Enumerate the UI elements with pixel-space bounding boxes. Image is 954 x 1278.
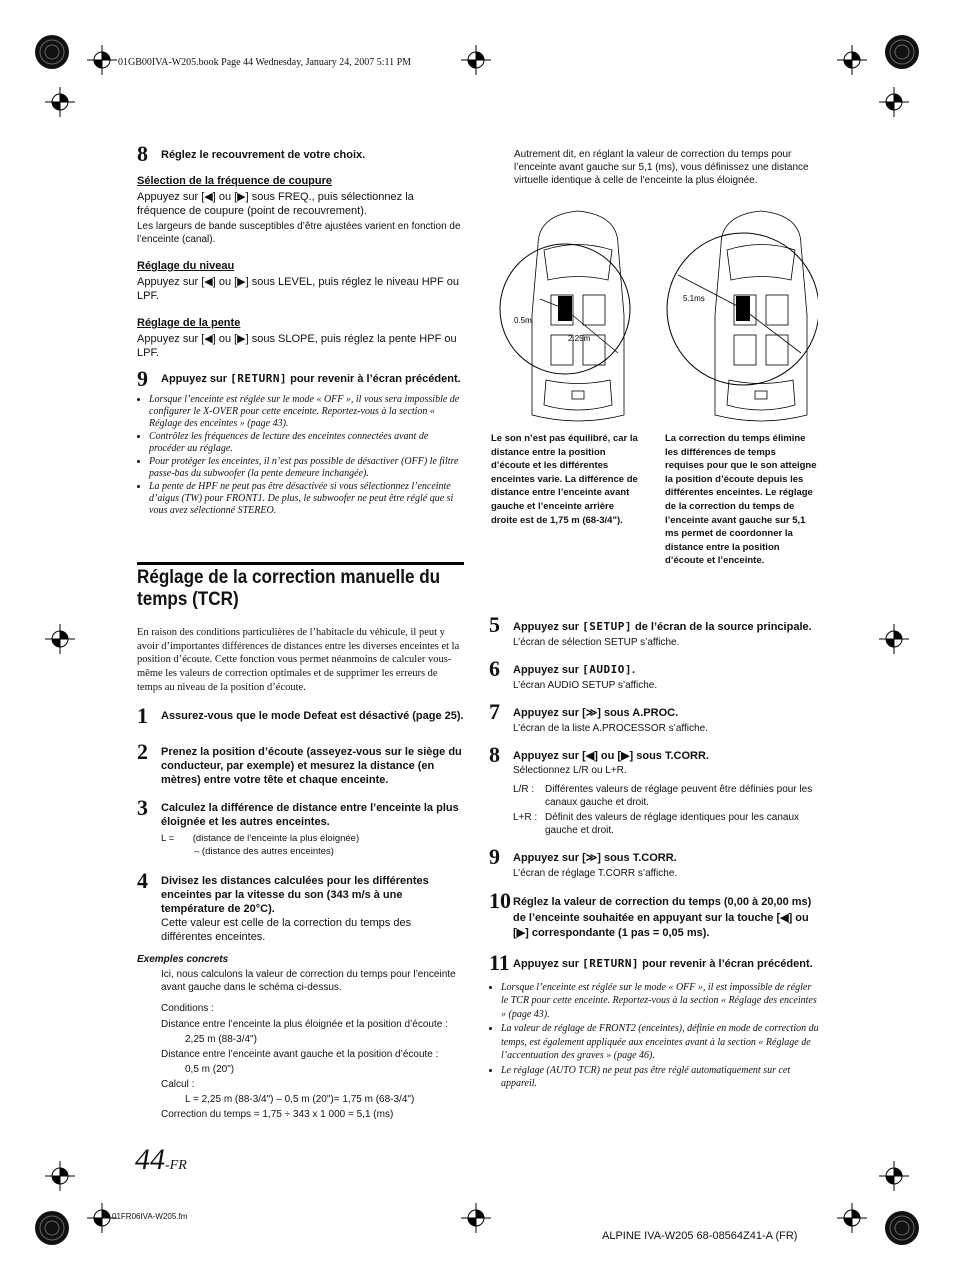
step-text: Appuyez sur [◀] ou [▶] sous T.CORR. xyxy=(513,750,709,762)
forward-icon: ≫ xyxy=(585,852,598,864)
subsection-title: Réglage du niveau xyxy=(137,260,235,272)
step-number: 2 xyxy=(137,738,148,764)
step-result: L’écran de sélection SETUP s’affiche. xyxy=(513,637,680,648)
note-item: • Contrôlez les fréquences de lecture des enceintes connectées avant de procéder au réglage. xyxy=(149,431,465,455)
note-item: • Pour protéger les enceintes, il n’est pas possible de désactiver (OFF) le filtre passe-bas du subwoofer (la pente demeure inchangée). xyxy=(149,456,465,480)
step-text: Appuyez sur xyxy=(513,621,583,633)
forward-icon: ≫ xyxy=(585,707,598,719)
step-text: Appuyez sur [ xyxy=(513,852,586,864)
audio-button-label: [AUDIO] xyxy=(582,663,632,676)
paragraph: Correction du temps = 1,75 ÷ 343 x 1 000 = 5,1 (ms) xyxy=(161,1108,394,1120)
step-text: Assurez-vous que le mode Defeat est désactivé (page 25). xyxy=(161,709,464,722)
note-item: • Lorsque l’enceinte est réglée sur le mode « OFF », il vous sera impossible de configurer le X-OVER pour cette enceinte. Reportez-vous à la section « Réglage des enceintes » (page 43). xyxy=(149,394,465,430)
listener-seat xyxy=(736,296,750,321)
step-text: Réglez la valeur de correction du temps (0,00 à 20,00 ms) de l’enceinte souhaitée en appuyant sur la touche [◀] ou [▶] correspondante (1 pas = 0,05 ms). xyxy=(513,896,812,939)
notes-list xyxy=(137,394,465,517)
paragraph: Appuyez sur [◀] ou [▶] sous SLOPE, puis réglez la pente HPF ou LPF. xyxy=(137,333,457,359)
subsection-title: Sélection de la fréquence de coupure xyxy=(137,175,332,187)
step-number: 4 xyxy=(137,867,148,893)
step-result: L’écran de la liste A.PROCESSOR s’affiche. xyxy=(513,723,708,734)
section-title: Réglage de la correction manuelle du temps (TCR) xyxy=(137,567,441,610)
step-number: 8 xyxy=(489,742,500,767)
paragraph: Calcul : xyxy=(161,1078,195,1090)
paragraph: Appuyez sur [◀] ou [▶] sous FREQ., puis sélectionnez la fréquence de coupure (point de recouvrement). xyxy=(137,191,414,217)
step-number: 3 xyxy=(137,794,148,820)
paragraph: Cette valeur est celle de la correction du temps des différentes enceintes. xyxy=(161,916,412,943)
step-number: 10 xyxy=(489,888,511,913)
setup-button-label: [SETUP] xyxy=(582,620,632,633)
step-text: Prenez la position d’écoute (asseyez-vous sur le siège du conducteur, par exemple) et mesurez la distance (en mètres) entre votre tête et chaque enceinte. xyxy=(161,745,462,786)
step-text: ] sous T.CORR. xyxy=(597,852,677,864)
step-result: L’écran AUDIO SETUP s’affiche. xyxy=(513,680,658,691)
intro-paragraph: En raison des conditions particulières de l’habitacle du véhicule, il peut y avoir d’importantes différences de distances entre les diverses enceintes et la position d’écoute. Cette fonction vous permet néanmoins de calculer vous-même les valeurs de correction optimales et de supprimer les erreurs de temps au niveau de la position d’écoute. xyxy=(137,627,460,693)
step-number: 9 xyxy=(137,366,148,391)
step-number: 9 xyxy=(489,844,500,869)
notes-list xyxy=(489,981,819,1091)
option-key: L+R : xyxy=(513,812,538,823)
paragraph: Conditions : xyxy=(161,1002,214,1014)
step-text: . xyxy=(631,664,635,676)
note-item: • La pente de HPF ne peut pas être désactivée si vous sélectionnez l’enceinte d’aigus (TW) pour FRONT1. De plus, le subwoofer ne peut être réglé que si vous avez sélectionné STEREO. xyxy=(149,481,465,517)
examples-title: Exemples concrets xyxy=(137,953,229,965)
option-desc: Différentes valeurs de réglage peuvent être définies pour les canaux gauche et droit. xyxy=(545,784,813,808)
note-item: • Le réglage (AUTO TCR) ne peut pas être réglé automatiquement sur cet appareil. xyxy=(501,1064,819,1091)
step-text: Calculez la différence de distance entre l’enceinte la plus éloignée et les autres enceintes. xyxy=(161,801,459,828)
distance-label: 2.25m xyxy=(568,334,591,343)
step-text: pour revenir à l’écran précédent. xyxy=(639,957,813,970)
right-intro: Autrement dit, en réglant la valeur de correction du temps pour l’enceinte avant gauche sur 5,1 (ms), vous définissez une distance virtuelle identique à celle de l’enceinte la plus éloignée. xyxy=(514,149,809,186)
delay-label: 5.1ms xyxy=(683,294,705,303)
value-text: 2,25 m (88-3/4") xyxy=(185,1033,257,1045)
formula-label: L = xyxy=(161,832,175,844)
step-text: Appuyez sur xyxy=(513,957,583,970)
paragraph: Distance entre l’enceinte avant gauche et la position d’écoute : xyxy=(161,1048,439,1060)
file-header: 01GB00IVA-W205.book Page 44 Wednesday, January 24, 2007 5:11 PM xyxy=(118,57,412,68)
paragraph: Appuyez sur [◀] ou [▶] sous LEVEL, puis réglez le niveau HPF ou LPF. xyxy=(137,276,460,302)
paragraph: Ici, nous calculons la valeur de correction du temps pour l’enceinte avant gauche dans le schéma ci-dessus. xyxy=(161,968,456,993)
step-text: Réglez le recouvrement de votre choix. xyxy=(161,149,366,161)
step-text: ] sous A.PROC. xyxy=(597,707,679,719)
page-suffix: -FR xyxy=(165,1158,187,1173)
return-button-label: [RETURN] xyxy=(230,372,288,385)
step-number: 11 xyxy=(489,949,510,975)
footer-model: ALPINE IVA-W205 68-08564Z41-A (FR) xyxy=(602,1230,798,1242)
step-result: Sélectionnez L/R ou L+R. xyxy=(513,765,627,776)
caption-right: La correction du temps élimine les différences de temps requises pour que le son atteigne la position d’écoute depuis les différentes enceintes. Le réglage de la correction du temps de l’enceinte avant gauche sur 5,1 ms permet de coordonner la distance entre la position d’écoute et l’enceinte. xyxy=(665,433,817,567)
footer-file: 01FR06IVA-W205.fm xyxy=(112,1212,188,1221)
step-number: 6 xyxy=(489,656,500,681)
note-item: • Lorsque l’enceinte est réglée sur le mode « OFF », il est impossible de régler le TCR pour cette enceinte. Reportez-vous à la section « Réglage des enceintes » (page 43). xyxy=(501,981,819,1022)
step-result: L’écran de réglage T.CORR s’affiche. xyxy=(513,868,678,879)
speaker-diagram xyxy=(488,205,818,430)
step-text: pour revenir à l’écran précédent. xyxy=(287,373,461,385)
note-item: • La valeur de réglage de FRONT2 (enceintes), définie en mode de correction du temps, est également appliquée aux enceintes avant à la section « Réglage de l’accentuation des graves » (page 46). xyxy=(501,1022,819,1063)
return-button-label: [RETURN] xyxy=(582,956,640,970)
formula-text: (distance de l’enceinte la plus éloignée) xyxy=(192,832,360,844)
option-desc: Définit des valeurs de réglage identiques pour les canaux gauche et droit. xyxy=(545,812,800,836)
step-text: Divisez les distances calculées pour les différentes enceintes par la vitesse du son (343 m/s à une température de 20°C). xyxy=(161,874,429,915)
caption-left: Le son n’est pas équilibré, car la distance entre la position d’écoute et les différentes enceintes varie. La différence de distance entre l’enceinte avant gauche et l’enceinte arrière droite est de 1,75 m (68-3/4"). xyxy=(491,433,638,526)
value-text: 0,5 m (20") xyxy=(185,1063,235,1075)
step-text: Appuyez sur [ xyxy=(513,707,586,719)
car-left xyxy=(532,211,624,421)
step-text: de l’écran de la source principale. xyxy=(631,621,812,633)
step-text: Appuyez sur xyxy=(513,664,583,676)
formula-text: – (distance des autres enceintes) xyxy=(194,845,334,857)
paragraph: Les largeurs de bande susceptibles d’être ajustées varient en fonction de l’enceinte (canal). xyxy=(137,221,461,245)
left-column-lower xyxy=(137,626,465,1121)
distance-label: 0.5m xyxy=(514,316,532,325)
step-number: 8 xyxy=(137,141,148,166)
car-right xyxy=(715,211,807,421)
listener-seat xyxy=(558,296,572,321)
step-number: 1 xyxy=(137,702,148,728)
step-number: 7 xyxy=(489,699,500,724)
left-column xyxy=(137,143,465,518)
step-text: Appuyez sur xyxy=(161,373,231,385)
step-number: 5 xyxy=(489,612,500,637)
subsection-title: Réglage de la pente xyxy=(137,317,241,329)
page-number xyxy=(135,1143,187,1177)
paragraph: Distance entre l’enceinte la plus éloignée et la position d’écoute : xyxy=(161,1018,448,1030)
section-rule xyxy=(137,562,464,565)
option-key: L/R : xyxy=(513,784,535,795)
page-number-value: 44 xyxy=(135,1143,165,1176)
right-column xyxy=(489,614,819,1092)
value-text: L = 2,25 m (88-3/4") – 0,5 m (20")= 1,75 m (68-3/4") xyxy=(185,1093,415,1105)
